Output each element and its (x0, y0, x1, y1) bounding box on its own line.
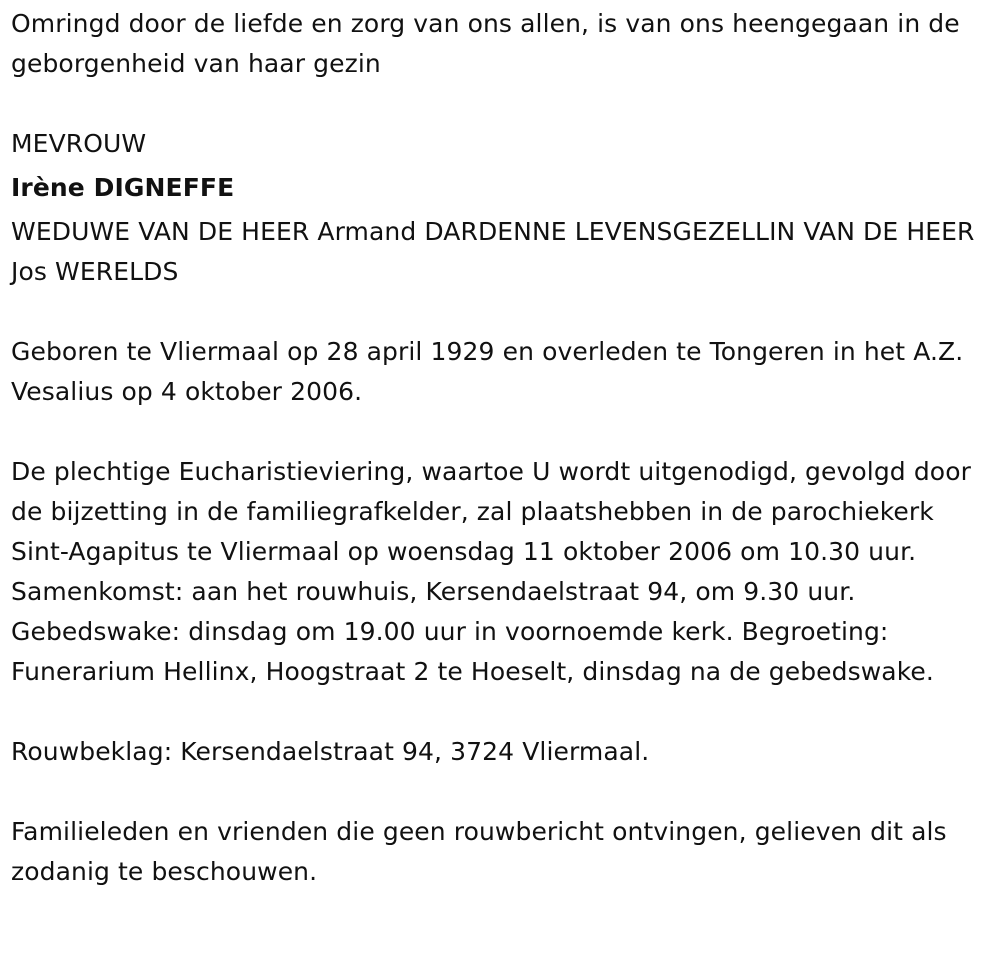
intro-text: Omringd door de liefde en zorg van ons allen, is van ons heengegaan in de geborgenheid van haar gezin (11, 9, 960, 78)
spacer (11, 692, 986, 732)
spacer (11, 292, 986, 332)
deceased-name: Irène DIGNEFFE (11, 173, 235, 202)
relation-text: WEDUWE VAN DE HEER Armand DARDENNE LEVENSGEZELLIN VAN DE HEER Jos WERELDS (11, 217, 975, 286)
spacer (11, 412, 986, 452)
closing-text: Familieleden en vrienden die geen rouwbericht ontvingen, gelieven dit als zodanig te beschouwen. (11, 817, 947, 886)
condolence-address: Rouwbeklag: Kersendaelstraat 94, 3724 Vliermaal. (11, 737, 650, 766)
birth-death-text: Geboren te Vliermaal op 28 april 1929 en overleden te Tongeren in het A.Z. Vesalius op 4 oktober 2006. (11, 337, 964, 406)
spacer (11, 84, 986, 124)
death-notice (11, 4, 986, 892)
honorific: MEVROUW (11, 129, 147, 158)
ceremony-text: De plechtige Eucharistieviering, waartoe U wordt uitgenodigd, gevolgd door de bijzetting in de familiegrafkelder, zal plaatshebben in de parochiekerk Sint-Agapitus te Vliermaal op woensdag 11 oktober 2006 om 10.30 uur. Samenkomst: aan het rouwhuis, Kersendaelstraat 94, om 9.30 uur. Gebedswake: dinsdag om 19.00 uur in voornoemde kerk. Begroeting: Funerarium Hellinx, Hoogstraat 2 te Hoeselt, dinsdag na de gebedswake. (11, 457, 971, 686)
spacer (11, 772, 986, 812)
